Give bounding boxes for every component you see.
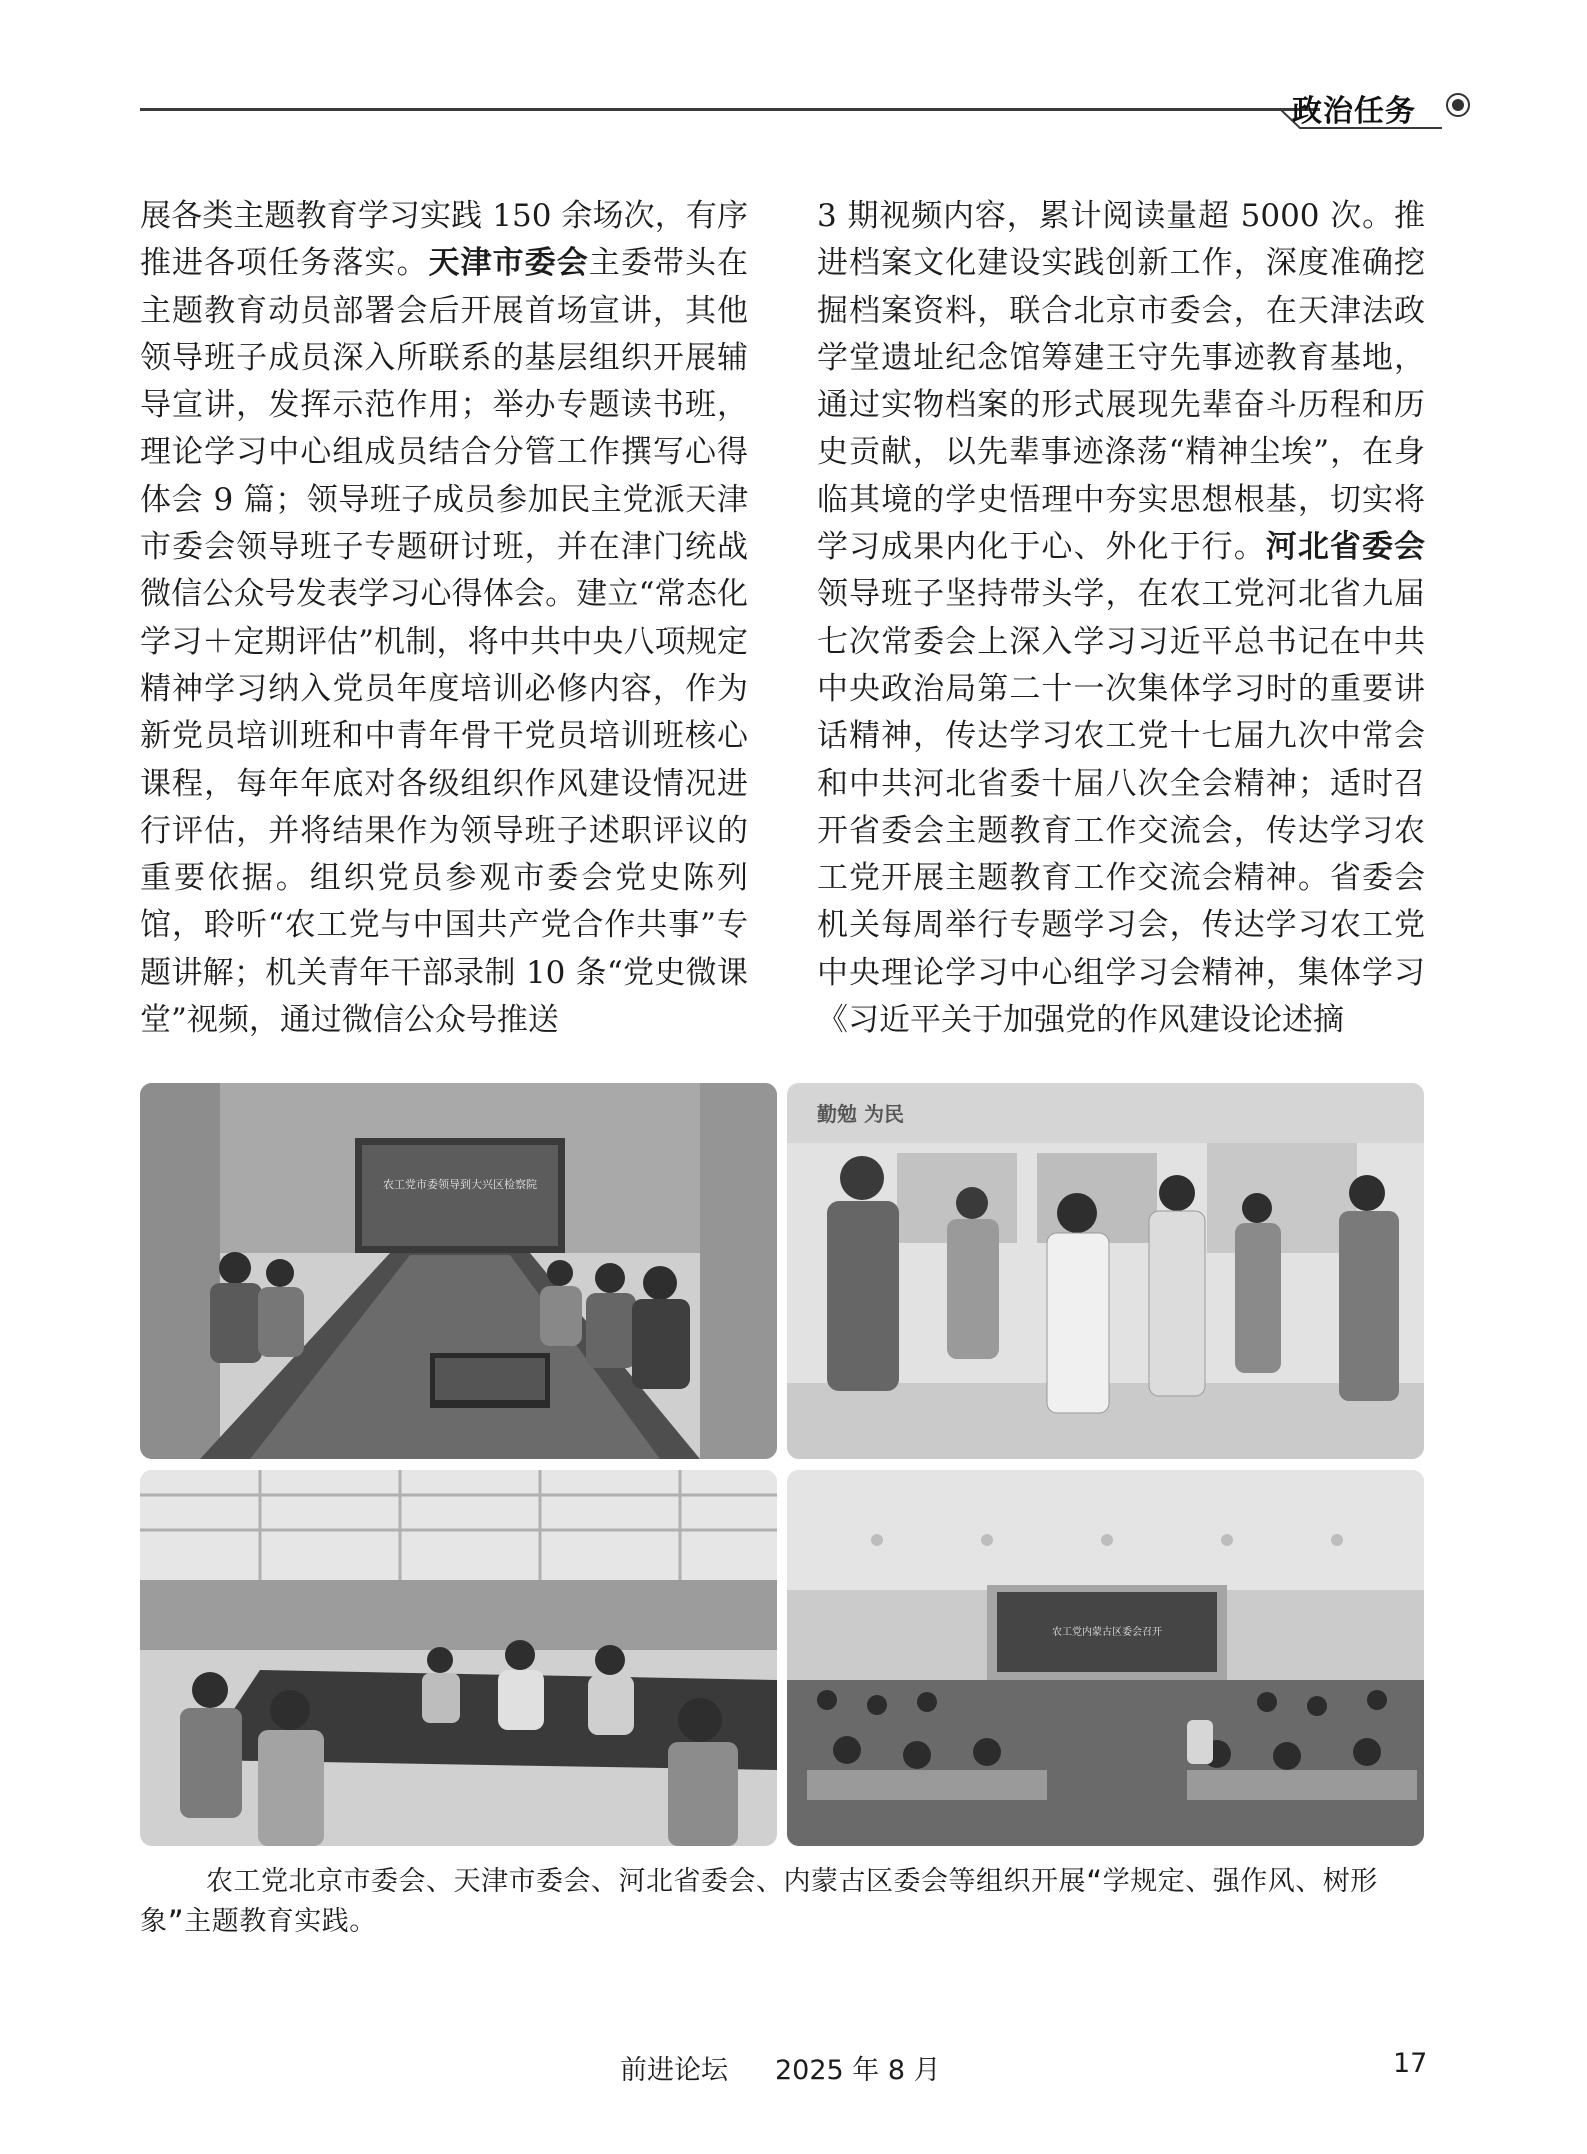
screen-text: 农工党内蒙古区委会召开 xyxy=(1052,1627,1162,1638)
photo-exhibition-visit xyxy=(787,1083,1424,1459)
footer-issue: 2025 年 8 月 xyxy=(775,2055,941,2086)
text-run: 主委带头在主题教育动员部署会后开展首场宣讲，其他领导班子成员深入所联系的基层组织开展辅导宣讲，发挥示范作用；举办专题读书班，理论学习中心组成员结合分管工作撰写心得体会 9 篇；领导班子成员参加民主党派天津市委会领导班子专题研讨班，并在津门统战微信公众号发表学习心得体会。建立“常态化学习＋定期评估”机制，将中共中央八项规定精神学习纳入党员年度培训必修内容，作为新党员培训班和中青年骨干党员培训班核心课程，每年年底对各级组织作风建设情况进行评估，并将结果作为领导班子述职评议的重要依据。组织党员参观市委会党史陈列馆，聆听“农工党与中国共产党合作共事”专题讲解；机关青年干部录制 10 条“党史微课堂”视频，通过微信公众号推送 xyxy=(140,245,749,1039)
wall-text: 勤勉 为民 xyxy=(817,1102,904,1126)
target-icon xyxy=(1445,92,1471,118)
header-rule xyxy=(140,108,1320,111)
photo-caption: 农工党北京市委会、天津市委会、河北省委会、内蒙古区委会等组织开展“学规定、强作风、树形象”主题教育实践。 xyxy=(140,1866,1378,1937)
photo-council-meeting xyxy=(140,1470,777,1846)
screen-text: 农工党市委领导到大兴区检察院 xyxy=(383,1178,537,1191)
article-column-right xyxy=(817,193,1425,1044)
text-run: 展各类主题教育学习实践 150 余场次，有序推进各项任务落实。 xyxy=(140,198,748,282)
section-title: 政治任务 xyxy=(1292,94,1416,129)
right-column-paragraph xyxy=(817,193,1425,1044)
footer-magazine: 前进论坛 xyxy=(620,2055,728,2086)
photo-auditorium-meeting xyxy=(787,1470,1424,1846)
text-run: 3 期视频内容，累计阅读量超 5000 次。推进档案文化建设实践创新工作，深度准确挖掘档案资料，联合北京市委会，在天津法政学堂遗址纪念馆筹建王守先事迹教育基地，通过实物档案的形式展现先辈奋斗历程和历史贡献，以先辈事迹涤荡“精神尘埃”，在身临其境的学史悟理中夯实思想根基，切实将学习成果内化于心、外化于行。 xyxy=(817,198,1425,566)
org-name-hebei: 河北省委会 xyxy=(1265,529,1426,566)
article-column-left xyxy=(140,193,748,1044)
text-run: 领导班子坚持带头学，在农工党河北省九届七次常委会上深入学习习近平总书记在中共中央政治局第二十一次集体学习时的重要讲话精神，传达学习农工党十七届九次中常会和中共河北省委十届八次全会精神；适时召开省委会主题教育工作交流会，传达学习农工党开展主题教育工作交流会精神。省委会机关每周举行专题学习会，传达学习农工党中央理论学习中心组学习会精神，集体学习《习近平关于加强党的作风建设论述摘 xyxy=(817,576,1425,1039)
page-number: 17 xyxy=(1393,2048,1428,2079)
left-column-paragraph xyxy=(140,193,748,1044)
org-name-tianjin: 天津市委会 xyxy=(428,245,589,282)
photo-meeting-room xyxy=(140,1083,777,1459)
